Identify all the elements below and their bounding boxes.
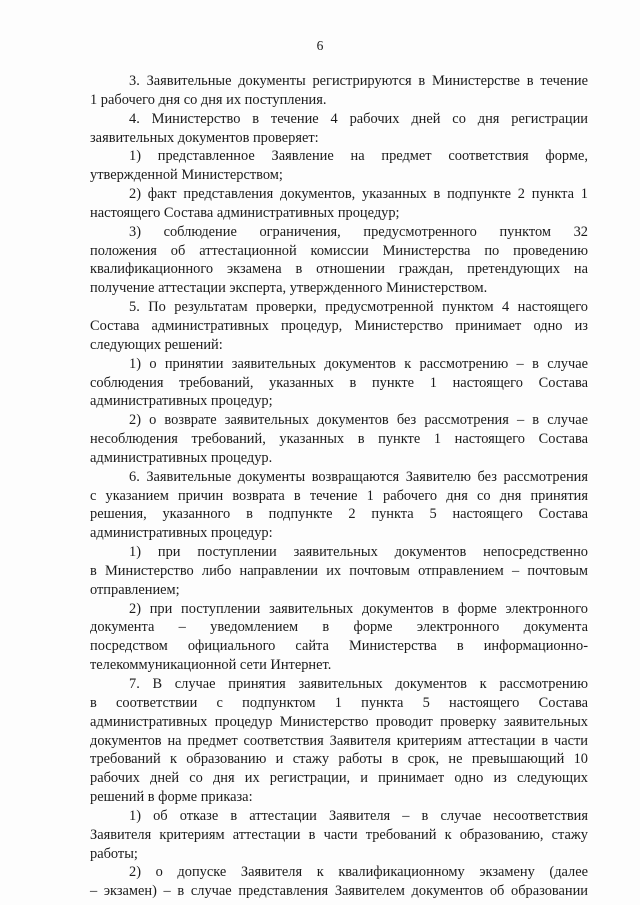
text-line: посредством официального сайта Министерства в информационно- — [90, 638, 588, 655]
text-line: 1) представленное Заявление на предмет соответствия форме, — [129, 148, 588, 165]
text-line: утвержденной Министерством; — [90, 167, 283, 184]
text-line: решения, указанного в подпункте 2 пункта 5 настоящего Состава — [90, 506, 588, 523]
text-line: в Министерство либо направлении их почтовым отправлением – почтовым — [90, 562, 588, 579]
text-line: получение аттестации эксперта, утвержденного Министерством. — [90, 280, 488, 297]
text-line: 1) при поступлении заявительных документов непосредственно — [129, 544, 588, 561]
text-line: – экзамен) – в случае представления Заявителем документов об образовании — [90, 883, 588, 900]
text-line: 6. Заявительные документы возвращаются Заявителю без рассмотрения — [129, 468, 588, 485]
text-line: положения об аттестационной комиссии Министерства по проведению — [90, 242, 588, 259]
text-line: 1 рабочего дня со дня их поступления. — [90, 91, 327, 108]
text-line: документа – уведомлением в форме электронного документа — [90, 619, 588, 636]
text-line: 2) о допуске Заявителя к квалификационному экзамену (далее — [129, 864, 588, 881]
body-text — [90, 72, 588, 901]
text-line: 3. Заявительные документы регистрируются в Министерстве в течение — [129, 73, 588, 89]
text-line: несоблюдения требований, указанных в пункте 1 настоящего Состава — [90, 431, 588, 448]
text-line: решений в форме приказа: — [90, 789, 253, 806]
text-line: 2) при поступлении заявительных документов в форме электронного — [129, 600, 588, 617]
text-line: телекоммуникационной сети Интернет. — [90, 657, 332, 674]
text-line: Состава административных процедур, Министерство принимает одно из — [90, 317, 588, 334]
text-line: соблюдения требований, указанных в пункте 1 настоящего Состава — [90, 374, 588, 391]
text-line: рабочих дней со дня их регистрации, и принимает одно из следующих — [90, 770, 588, 787]
text-line: заявительных документов проверяет: — [90, 129, 319, 146]
text-line: 7. В случае принятия заявительных документов к рассмотрению — [129, 676, 588, 692]
text-line: настоящего Состава административных процедур; — [90, 204, 400, 221]
text-line: административных процедур Министерство проводит проверку заявительных — [90, 713, 588, 730]
text-line: работы; — [90, 845, 138, 862]
text-line: 2) факт представления документов, указанных в подпункте 2 пункта 1 — [129, 186, 588, 203]
text-line: 5. По результатам проверки, предусмотренной пунктом 4 настоящего — [129, 299, 588, 316]
text-line: Заявителя критериям аттестации в части требований к образованию, стажу — [90, 826, 588, 843]
text-line: следующих решений: — [90, 336, 223, 353]
text-line: отправлением; — [90, 581, 180, 598]
text-line: квалификационного экзамена в отношении граждан, претендующих на — [90, 261, 588, 278]
text-line: 1) об отказе в аттестации Заявителя – в случае несоответствия — [129, 807, 588, 824]
text-line: 1) о принятии заявительных документов к рассмотрению – в случае — [129, 355, 588, 372]
text-line: документов на предмет соответствия Заявителя критериям аттестации в части — [90, 732, 588, 749]
text-line: 4. Министерство в течение 4 рабочих дней со дня регистрации — [129, 110, 588, 127]
page-number: 6 — [316, 38, 324, 53]
text-line: в соответствии с подпунктом 1 пункта 5 настоящего Состава — [90, 694, 588, 711]
text-line: с указанием причин возврата в течение 1 рабочего дня со дня принятия — [90, 487, 588, 504]
text-line: административных процедур. — [90, 449, 273, 466]
text-line: 3) соблюдение ограничения, предусмотренного пунктом 32 — [129, 223, 588, 240]
text-line: административных процедур: — [90, 525, 273, 542]
text-line: 2) о возврате заявительных документов без рассмотрения – в случае — [129, 412, 588, 429]
text-line: административных процедур; — [90, 393, 273, 410]
text-line: требований к образованию и стажу работы в срок, не превышающий 10 — [90, 751, 588, 768]
